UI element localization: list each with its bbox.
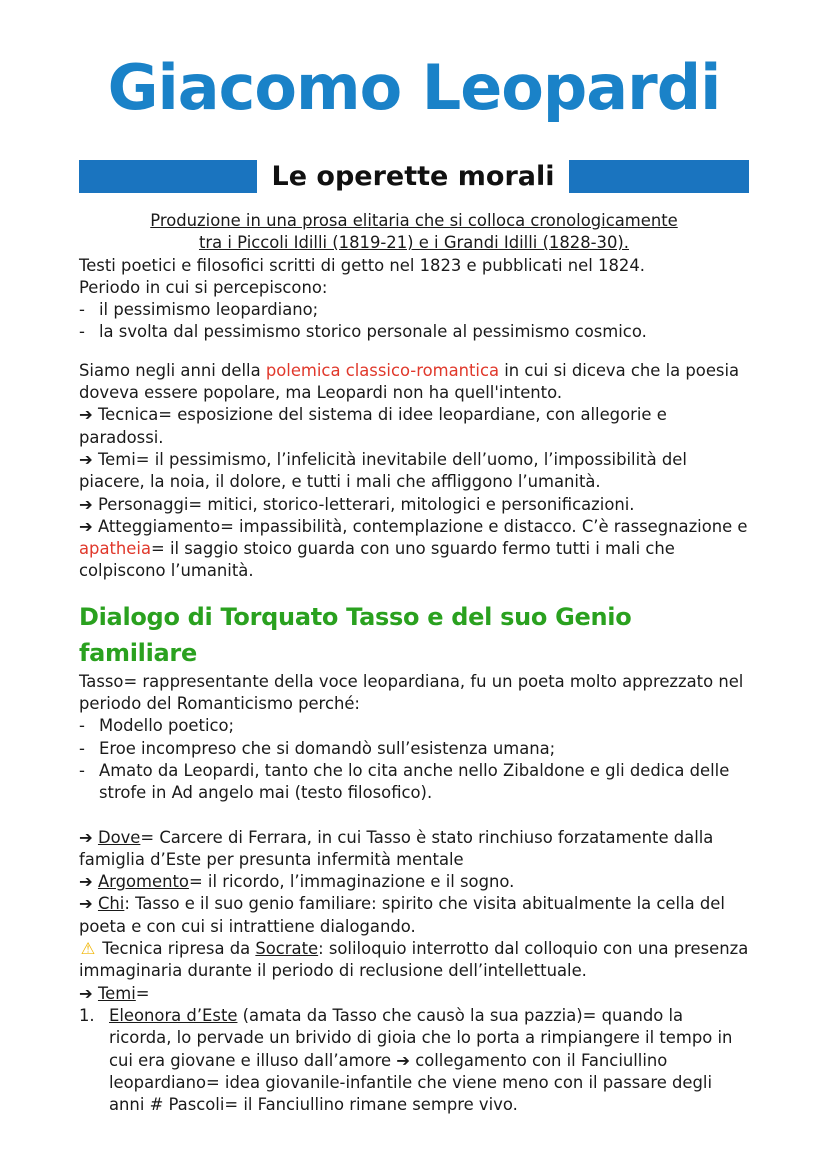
numbered-item: 1. Eleonora d’Este (amata da Tasso che causò la sua pazzia)= quando la ricorda, lo pervade un brivido di gioia che lo porta a rimpiangere il tempo in cui era giovane e illuso dall’amore ➔ collegamento con il Fanciullino leopardiano= idea giovanile-infantile che viene meno con il passare degli anni # Pascoli= il Fanciullino rimane sempre vivo.	[79, 1005, 733, 1115]
arrow-icon: ➔	[79, 827, 93, 847]
arrow-icon: ➔	[79, 494, 93, 514]
dash-marker: -	[79, 760, 85, 780]
bullet-temi: ➔ Temi= il pessimismo, l’infelicità inevitabile dell’uomo, l’impossibilità del piacere, la noia, il dolore, e tutti i mali che affliggono l’umanità.	[79, 449, 687, 492]
list-item: - la svolta dal pessimismo storico personale al pessimismo cosmico.	[79, 321, 749, 343]
list-item: - Eroe incompreso che si domandò sull’esistenza umana;	[79, 738, 749, 760]
list-item: - Amato da Leopardi, tanto che lo cita anche nello Zibaldone e gli dedica delle strofe in Ad angelo mai (testo filosofico).	[79, 760, 730, 803]
bullet-chi: ➔ Chi: Tasso e il suo genio familiare: spirito che visita abitualmente la cella del poeta e con cui si intrattiene dialogando.	[79, 894, 725, 936]
highlight: apatheia	[79, 539, 151, 559]
dash-marker: -	[79, 322, 85, 342]
dash-marker: -	[79, 300, 85, 320]
paragraph: Tasso= rappresentante della voce leopardiana, fu un poeta molto apprezzato nel periodo del Romanticismo perché:	[79, 671, 744, 714]
section-heading-dialogo: Dialogo di Torquato Tasso e del suo Genio familiare	[79, 602, 632, 667]
list-item: - il pessimismo leopardiano;	[79, 299, 749, 321]
intro-line: Produzione in una prosa elitaria che si colloca cronologicamente	[150, 211, 678, 230]
bullet-argomento: ➔ Argomento= il ricordo, l’immaginazione e il sogno.	[79, 872, 515, 892]
arrow-icon: ➔	[79, 894, 93, 914]
bullet-tecnica: ➔ Tecnica= esposizione del sistema di idee leopardiane, con allegorie e paradossi.	[79, 405, 667, 447]
note-tecnica: ⚠ Tecnica ripresa da Socrate: soliloquio interrotto dal colloquio con una presenza immaginaria durante il periodo di reclusione dell’intellettuale.	[79, 939, 749, 981]
banner-bar-left	[79, 160, 257, 193]
dash-marker: -	[79, 716, 85, 736]
section-banner	[79, 158, 749, 195]
arrow-icon: ➔	[79, 983, 93, 1003]
bullet-dove: ➔ Dove= Carcere di Ferrara, in cui Tasso è stato rinchiuso forzatamente dalla famiglia d’Este per presunta infermità mentale	[79, 827, 714, 869]
arrow-icon: ➔	[79, 872, 93, 892]
paragraph: Periodo in cui si percepiscono:	[79, 277, 328, 297]
bullet-atteggiamento: ➔ Atteggiamento= impassibilità, contemplazione e distacco. C’è rassegnazione e apatheia= il saggio stoico guarda con uno sguardo fermo tutti i mali che colpiscono l’umanità.	[79, 516, 748, 581]
intro-line: tra i Piccoli Idilli (1819-21) e i Grandi Idilli (1828-30).	[198, 233, 630, 253]
paragraph: Testi poetici e filosofici scritti di getto nel 1823 e pubblicati nel 1824.	[79, 255, 645, 275]
arrow-icon: ➔	[79, 516, 93, 536]
arrow-icon: ➔	[396, 1050, 410, 1070]
content	[79, 210, 749, 1116]
page-title: Giacomo Leopardi	[107, 51, 721, 124]
section-heading: Le operette morali	[271, 161, 555, 192]
bullet-personaggi: ➔ Personaggi= mitici, storico-letterari, mitologici e personificazioni.	[79, 494, 635, 514]
arrow-icon: ➔	[79, 405, 93, 425]
highlight: polemica classico-romantica	[265, 360, 500, 380]
bullet-temi: ➔ Temi=	[79, 983, 150, 1003]
item-number: 1.	[79, 1005, 95, 1025]
list-item: - Modello poetico;	[79, 715, 749, 737]
warning-icon: ⚠	[80, 939, 96, 959]
arrow-icon: ➔	[79, 449, 93, 469]
paragraph: Siamo negli anni della polemica classico-romantica in cui si diceva che la poesia doveva essere popolare, ma Leopardi non ha quell'intento.	[79, 360, 740, 403]
banner-bar-right	[569, 160, 749, 193]
dash-marker: -	[79, 738, 85, 758]
